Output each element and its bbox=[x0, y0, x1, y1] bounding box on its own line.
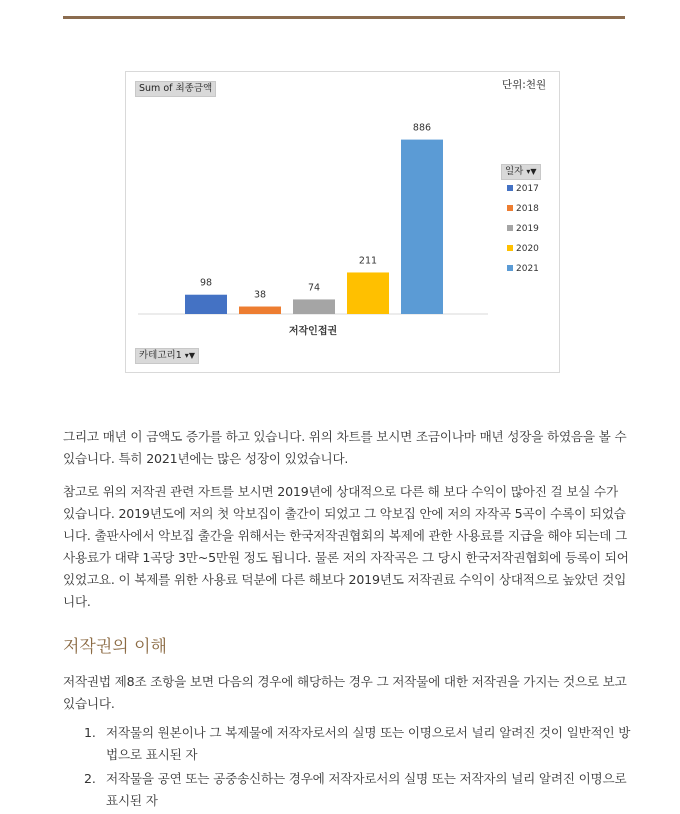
legend-swatch-2018 bbox=[507, 205, 513, 211]
data-label-2017: 98 bbox=[199, 277, 213, 289]
pivot-chart[interactable] bbox=[125, 71, 560, 373]
filter-dropdown-icon: ▾▼ bbox=[184, 351, 195, 360]
list-number: 1. bbox=[84, 725, 96, 740]
chart-canvas bbox=[126, 72, 559, 372]
bar-2021 bbox=[401, 140, 443, 314]
legend-label-2018: 2018 bbox=[516, 204, 539, 214]
legend-swatch-2019 bbox=[507, 225, 513, 231]
paragraph-article8: 저작권법 제8조 조항을 보면 다음의 경우에 해당하는 경우 그 저작물에 대한 저작권을 가지는 것으로 보고 있습니다. bbox=[63, 674, 627, 711]
legend-label-2019: 2019 bbox=[516, 224, 539, 234]
criteria-list bbox=[63, 722, 633, 814]
bar-2020 bbox=[347, 272, 389, 314]
list-item bbox=[63, 722, 633, 766]
data-label-2020: 211 bbox=[358, 255, 378, 267]
category-field-button[interactable] bbox=[135, 348, 199, 364]
value-field-button[interactable] bbox=[135, 81, 216, 97]
paragraph-2019-note: 참고로 위의 저작권 관련 자트를 보시면 2019년에 상대적으로 다른 해 보다 수익이 많아진 걸 보실 수가 있습니다. 2019년도에 저의 첫 악보집이 출간이 되었고 그 악보집 안에 저의 자작곡 5곡이 수록이 되었습니다. 출판사에서 악보집 출간을 위해서는 한국저작권협회의 복제에 관한 사용료를 지급을 해야 되는데 그 사용료가 대략 1곡당 3만~5만원 정도 됩니다. 물론 저의 자작곡은 그 당시 한국저작권협회에 등록이 되어 있었고요. 이 복제를 위한 사용료 덕분에 다른 해보다 2019년도 저작권료 수익이 상대적으로 높았던 것입니다. bbox=[63, 484, 629, 609]
legend-swatch-2017 bbox=[507, 185, 513, 191]
data-label-2019: 74 bbox=[307, 282, 321, 294]
data-label-2021: 886 bbox=[412, 122, 432, 134]
data-label-2018: 38 bbox=[253, 289, 267, 301]
legend-swatch-2021 bbox=[507, 265, 513, 271]
legend-field-label: 일자 bbox=[505, 166, 524, 177]
legend-swatch-2020 bbox=[507, 245, 513, 251]
legend-label-2017: 2017 bbox=[516, 184, 539, 194]
bar-2019 bbox=[293, 299, 335, 314]
section-heading: 저작권의 이해 bbox=[63, 637, 167, 657]
legend-field-button[interactable] bbox=[501, 164, 541, 180]
category-field-label: 카테고리1 bbox=[139, 350, 182, 361]
filter-dropdown-icon: ▾▼ bbox=[526, 167, 537, 176]
unit-label: 단위:천원 bbox=[502, 79, 547, 91]
value-field-label: Sum of 최종금액 bbox=[139, 83, 213, 94]
paragraph-growth: 그리고 매년 이 금액도 증가를 하고 있습니다. 위의 차트를 보시면 조금이나마 매년 성장을 하였음을 볼 수 있습니다. 특히 2021년에는 많은 성장이 있었습니다. bbox=[63, 429, 627, 466]
bar-2018 bbox=[239, 307, 281, 314]
list-text: 저작물의 원본이나 그 복제물에 저작자로서의 실명 또는 이명으로서 널리 알려진 것이 일반적인 방법으로 표시된 자 bbox=[106, 725, 631, 762]
list-text: 저작물을 공연 또는 공중송신하는 경우에 저작자로서의 실명 또는 저작자의 널리 알려진 이명으로 표시된 자 bbox=[106, 771, 627, 808]
legend-label-2020: 2020 bbox=[516, 244, 539, 254]
legend-label-2021: 2021 bbox=[516, 264, 539, 274]
list-item bbox=[63, 768, 633, 812]
top-divider bbox=[63, 16, 625, 19]
list-number: 2. bbox=[84, 771, 96, 786]
bar-2017 bbox=[185, 295, 227, 314]
category-label: 저작인접권 bbox=[288, 326, 338, 337]
